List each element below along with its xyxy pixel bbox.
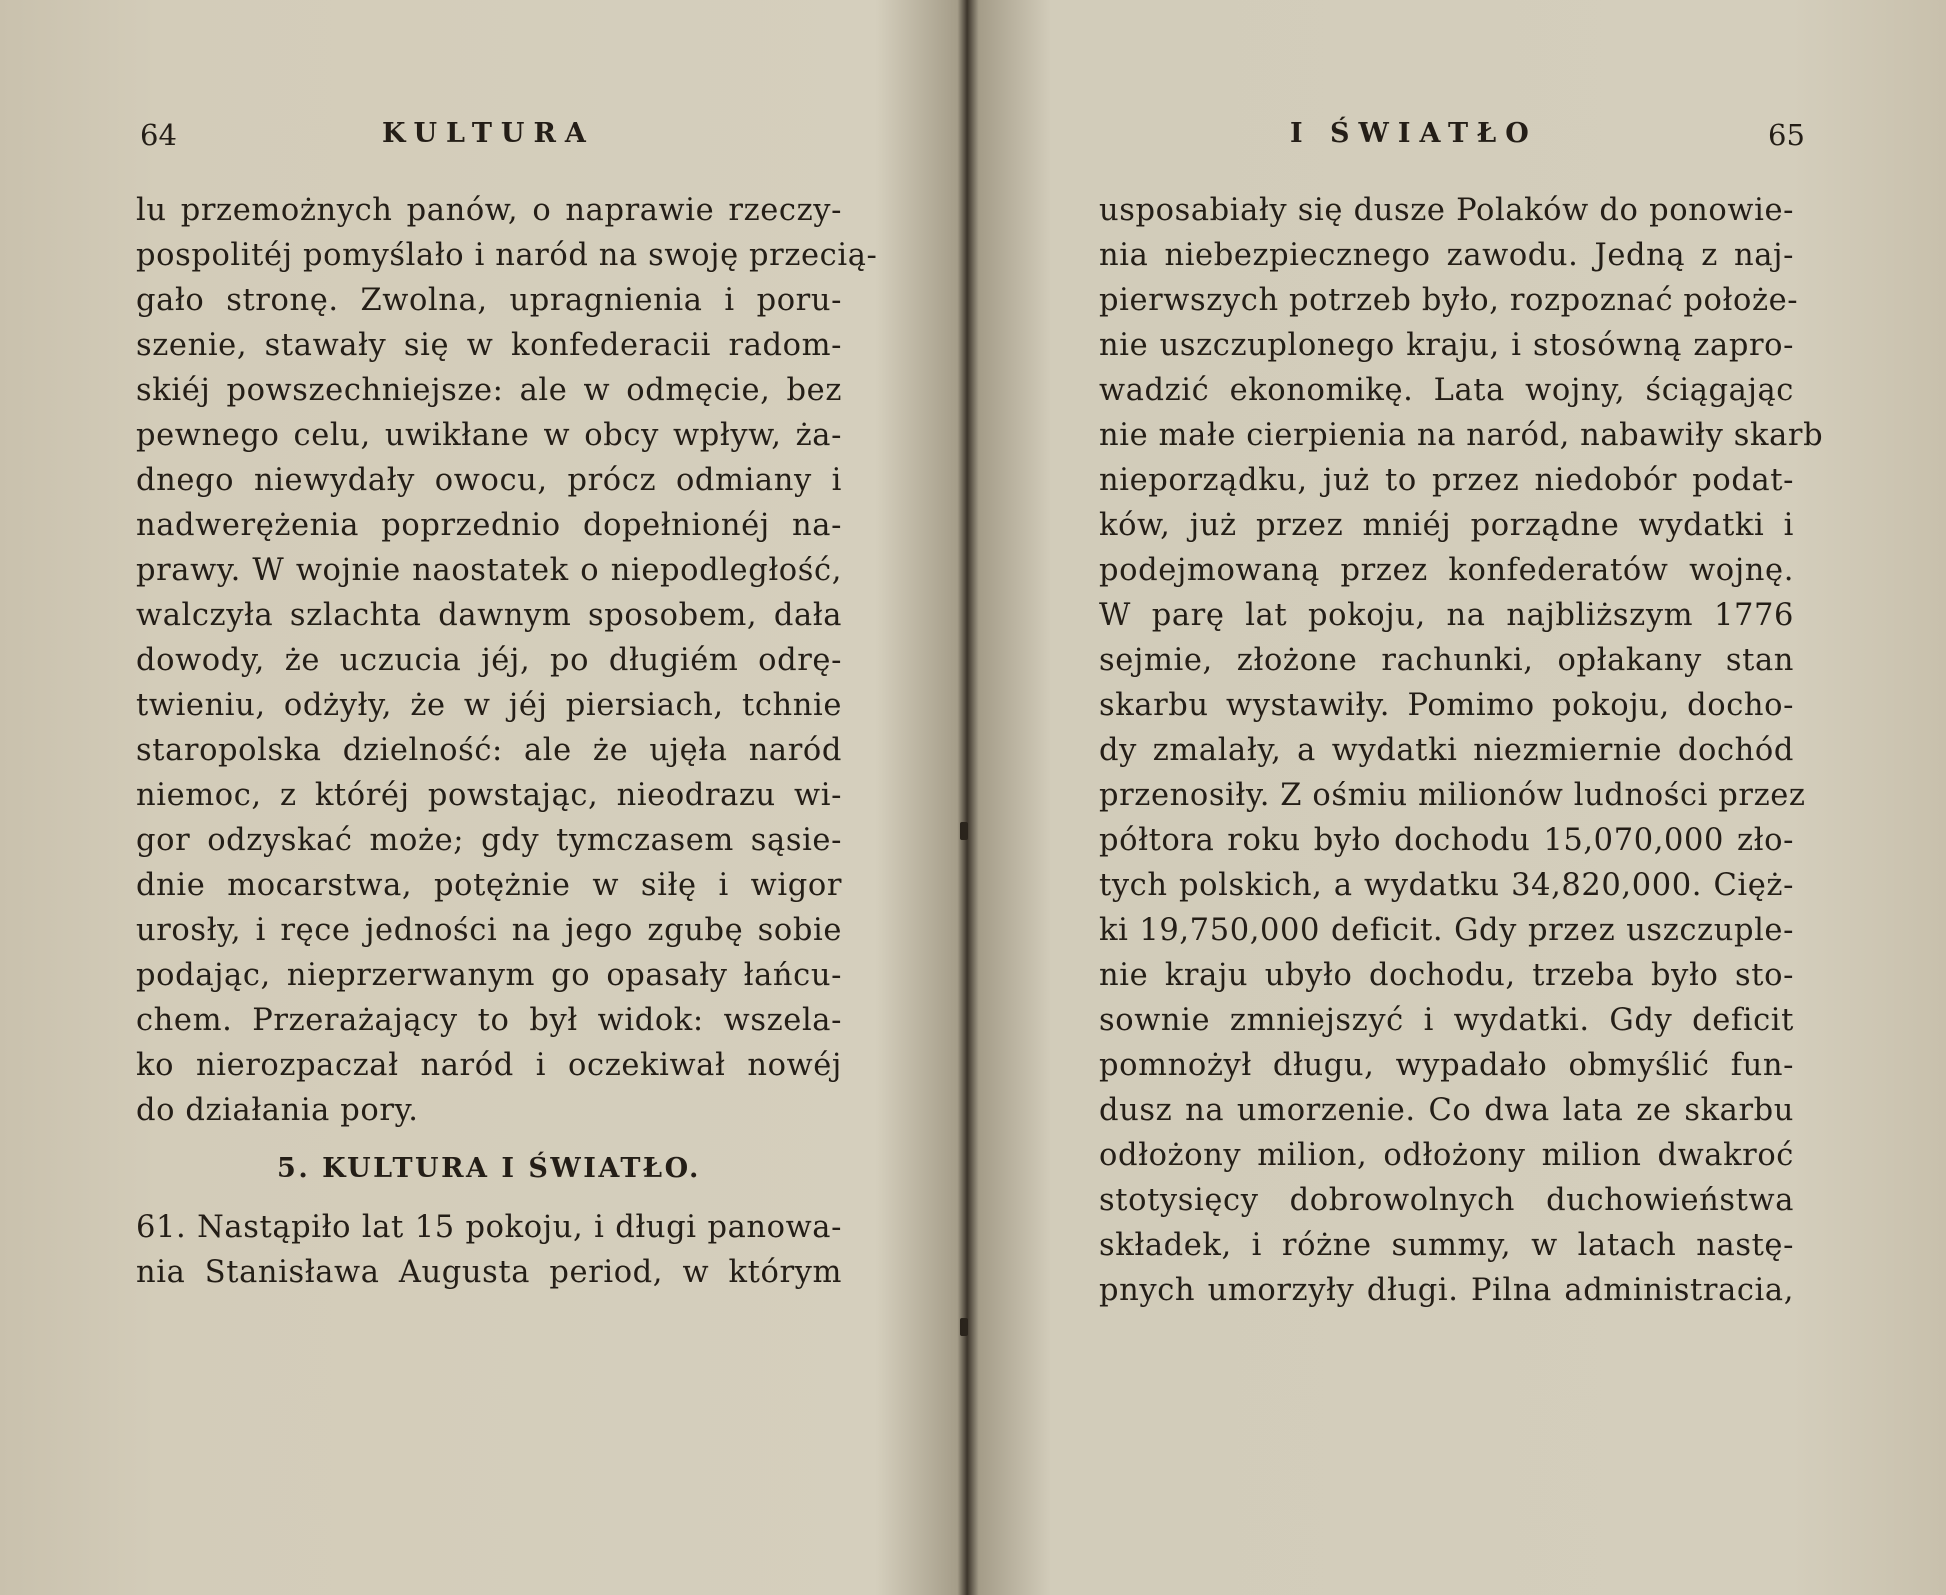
- text-line: walczyła szlachta dawnym sposobem, dała: [136, 598, 842, 633]
- right-page: [968, 0, 1946, 1595]
- left-page-text: [136, 188, 878, 1295]
- text-line: ko nierozpaczał naród i oczekiwał nowéj: [136, 1048, 842, 1083]
- text-line: podejmowaną przez konfederatów wojnę.: [1099, 553, 1794, 588]
- text-line: odłożony milion, odłożony milion dwakroć: [1099, 1138, 1794, 1173]
- text-line: nie małe cierpienia na naród, nabawiły skarb: [1099, 418, 1824, 453]
- text-line: tych polskich, a wydatku 34,820,000. Cięż-: [1099, 868, 1794, 903]
- text-line: wadzić ekonomikę. Lata wojny, ściągając: [1099, 373, 1794, 408]
- text-line: ki 19,750,000 deficit. Gdy przez uszczuple-: [1099, 913, 1794, 948]
- text-line: sownie zmniejszyć i wydatki. Gdy deficit: [1099, 1003, 1794, 1038]
- text-line: do działania pory.: [136, 1093, 419, 1128]
- text-line: dnie mocarstwa, potężnie w siłę i wigor: [136, 868, 842, 903]
- text-line: W parę lat pokoju, na najbliższym 1776: [1099, 598, 1794, 633]
- text-line: skiéj powszechniejsze: ale w odmęcie, bez: [136, 373, 842, 408]
- text-line: ków, już przez mniéj porządne wydatki i: [1099, 508, 1794, 543]
- text-line: nieporządku, już to przez niedobór podat-: [1099, 463, 1794, 498]
- text-line: urosły, i ręce jedności na jego zgubę sobie: [136, 913, 842, 948]
- text-line: nie uszczuplonego kraju, i stosówną zapro-: [1099, 328, 1794, 363]
- text-line: 61. Nastąpiło lat 15 pokoju, i długi panowa-: [136, 1210, 842, 1245]
- text-line: przenosiły. Z ośmiu milionów ludności przez: [1099, 778, 1806, 813]
- running-head-left: KULTURA: [382, 118, 595, 149]
- text-line: pierwszych potrzeb było, rozpoznać położe-: [1099, 283, 1799, 318]
- text-line: szenie, stawały się w konfederacii radom-: [136, 328, 842, 363]
- text-line: podając, nieprzerwanym go opasały łańcu-: [136, 958, 842, 993]
- text-line: twieniu, odżyły, że w jéj piersiach, tchnie: [136, 688, 842, 723]
- gutter-mark: [960, 822, 968, 840]
- page-number-right: 65: [1768, 118, 1805, 152]
- text-line: dowody, że uczucia jéj, po długiém odrę-: [136, 643, 842, 678]
- text-line: usposabiały się dusze Polaków do ponowie-: [1099, 193, 1794, 228]
- gutter-mark: [960, 1318, 968, 1336]
- section-heading: 5. KULTURA I ŚWIATŁO.: [277, 1153, 701, 1184]
- text-line: chem. Przerażający to był widok: wszela-: [136, 1003, 842, 1038]
- text-line: lu przemożnych panów, o naprawie rzeczy-: [136, 193, 842, 228]
- text-line: pewnego celu, uwikłane w obcy wpływ, ża-: [136, 418, 842, 453]
- text-line: stotysięcy dobrowolnych duchowieństwa: [1099, 1183, 1794, 1218]
- text-line: nadwerężenia poprzednio dopełnionéj na-: [136, 508, 842, 543]
- text-line: staropolska dzielność: ale że ujęła naród: [136, 733, 842, 768]
- text-line: nia niebezpiecznego zawodu. Jedną z naj-: [1099, 238, 1794, 273]
- running-head-right: I ŚWIATŁO: [1290, 118, 1538, 149]
- text-line: skarbu wystawiły. Pomimo pokoju, docho-: [1099, 688, 1794, 723]
- page-number-left: 64: [140, 118, 177, 152]
- text-line: gało stronę. Zwolna, upragnienia i poru-: [136, 283, 842, 318]
- text-line: półtora roku było dochodu 15,070,000 zło-: [1099, 823, 1794, 858]
- text-line: pnych umorzyły długi. Pilna administracia,: [1099, 1273, 1794, 1308]
- text-line: pomnożył długu, wypadało obmyślić fun-: [1099, 1048, 1794, 1083]
- left-page: [0, 0, 960, 1595]
- text-line: gor odzyskać może; gdy tymczasem sąsie-: [136, 823, 842, 858]
- text-line: składek, i różne summy, w latach nastę-: [1099, 1228, 1794, 1263]
- text-line: nie kraju ubyło dochodu, trzeba było sto-: [1099, 958, 1794, 993]
- right-page-text: [1099, 188, 1824, 1313]
- text-line: niemoc, z któréj powstając, nieodrazu wi-: [136, 778, 842, 813]
- text-line: prawy. W wojnie naostatek o niepodległość,: [136, 553, 842, 588]
- text-line: sejmie, złożone rachunki, opłakany stan: [1099, 643, 1794, 678]
- text-line: dnego niewydały owocu, prócz odmiany i: [136, 463, 842, 498]
- text-line: nia Stanisława Augusta period, w którym: [136, 1255, 842, 1290]
- text-line: pospolitéj pomyślało i naród na swoję przecią-: [136, 238, 878, 273]
- text-line: dy zmalały, a wydatki niezmiernie dochód: [1099, 733, 1794, 768]
- text-line: dusz na umorzenie. Co dwa lata ze skarbu: [1099, 1093, 1794, 1128]
